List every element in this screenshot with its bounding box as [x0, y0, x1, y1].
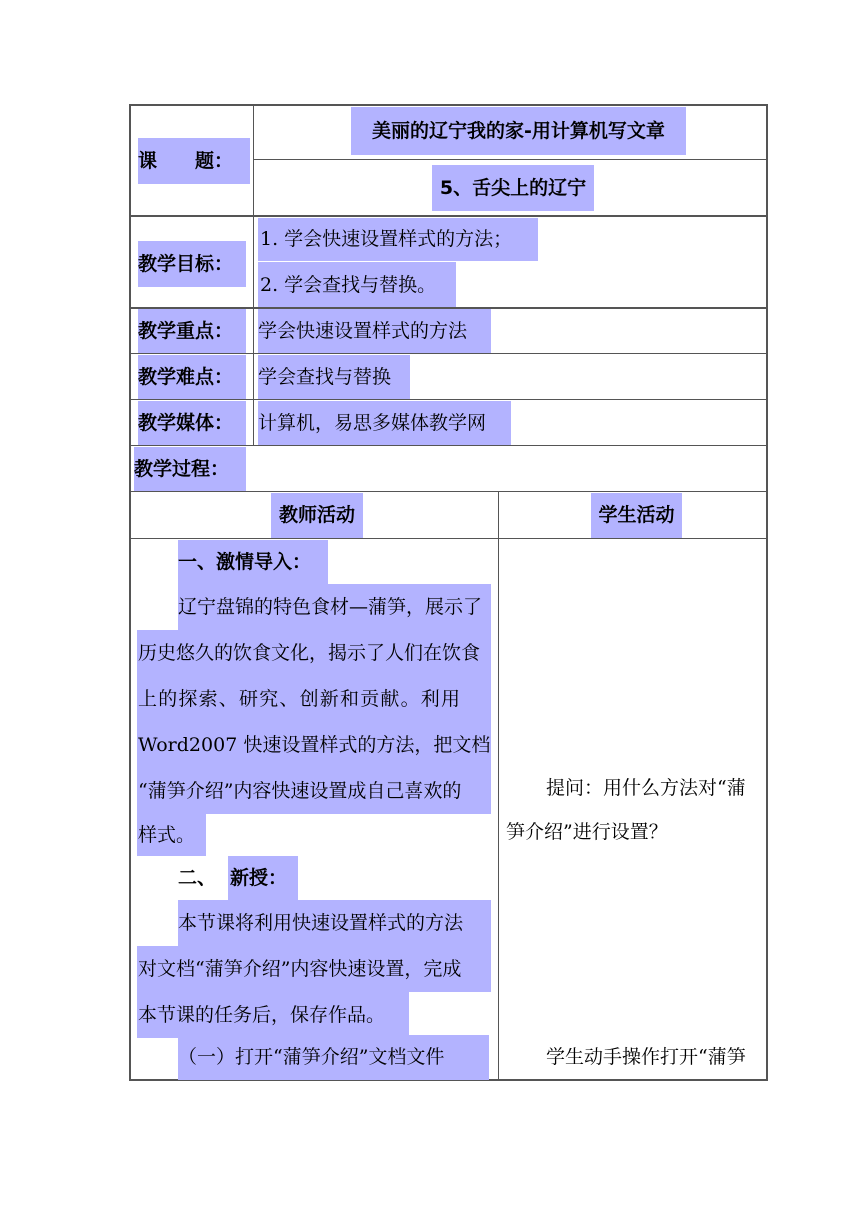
section-title: 新授：: [230, 867, 288, 889]
column-divider: [498, 491, 499, 1081]
topic-label: 课 题：: [138, 138, 250, 184]
media-label: 教学媒体：: [138, 401, 246, 445]
process-label: 教学过程：: [134, 447, 246, 491]
student-action-line: 学生动手操作打开“蒲笋: [546, 1046, 746, 1068]
paragraph-line: 上的探索、研究、创新和贡献。利用: [138, 688, 462, 710]
objective-item-text: 1. 学会快速设置样式的方法；: [260, 228, 513, 250]
student-question-line: 笋介绍”进行设置？: [506, 821, 668, 843]
paragraph-line: 样式。: [138, 824, 196, 846]
teacher-column-header: 教师活动: [271, 493, 363, 538]
paragraph-line: “蒲笋介绍”内容快速设置成自己喜欢的: [138, 780, 462, 802]
row-divider: [129, 399, 768, 400]
media-value: 计算机，易思多媒体教学网: [258, 401, 511, 445]
section-number: 二、: [178, 867, 217, 889]
row-divider: [253, 159, 767, 160]
difficulty-value: 学会查找与替换: [258, 355, 410, 399]
paragraph-line: 辽宁盘锦的特色食材—蒲笋，展示了: [178, 596, 483, 618]
row-divider: [129, 353, 768, 354]
objectives-label: 教学目标：: [138, 241, 246, 287]
paragraph-line: 对文档“蒲笋介绍”内容快速设置，完成: [138, 958, 462, 980]
key-point-value: 学会快速设置样式的方法: [258, 309, 491, 353]
row-divider: [129, 538, 768, 539]
difficulty-label: 教学难点：: [138, 355, 246, 399]
step-line: （一）打开“蒲笋介绍”文档文件: [178, 1046, 445, 1068]
paragraph-line: 本节课将利用快速设置样式的方法: [178, 912, 464, 934]
section-title: 一、激情导入：: [178, 551, 312, 573]
paragraph-line: Word2007 快速设置样式的方法，把文档: [138, 734, 491, 756]
paragraph-line: 历史悠久的饮食文化，揭示了人们在饮食: [138, 642, 481, 664]
key-point-label: 教学重点：: [138, 309, 246, 353]
objective-item-text: 2. 学会查找与替换。: [260, 274, 437, 296]
column-divider: [253, 104, 254, 446]
row-divider: [129, 491, 768, 492]
paragraph-line: 本节课的任务后，保存作品。: [138, 1004, 386, 1026]
student-question-line: 提问：用什么方法对“蒲: [546, 777, 746, 799]
lesson-title: 5、舌尖上的辽宁: [432, 165, 594, 211]
row-divider: [129, 445, 768, 446]
student-column-header: 学生活动: [591, 493, 682, 538]
topic-title: 美丽的辽宁我的家-用计算机写文章: [351, 107, 686, 155]
